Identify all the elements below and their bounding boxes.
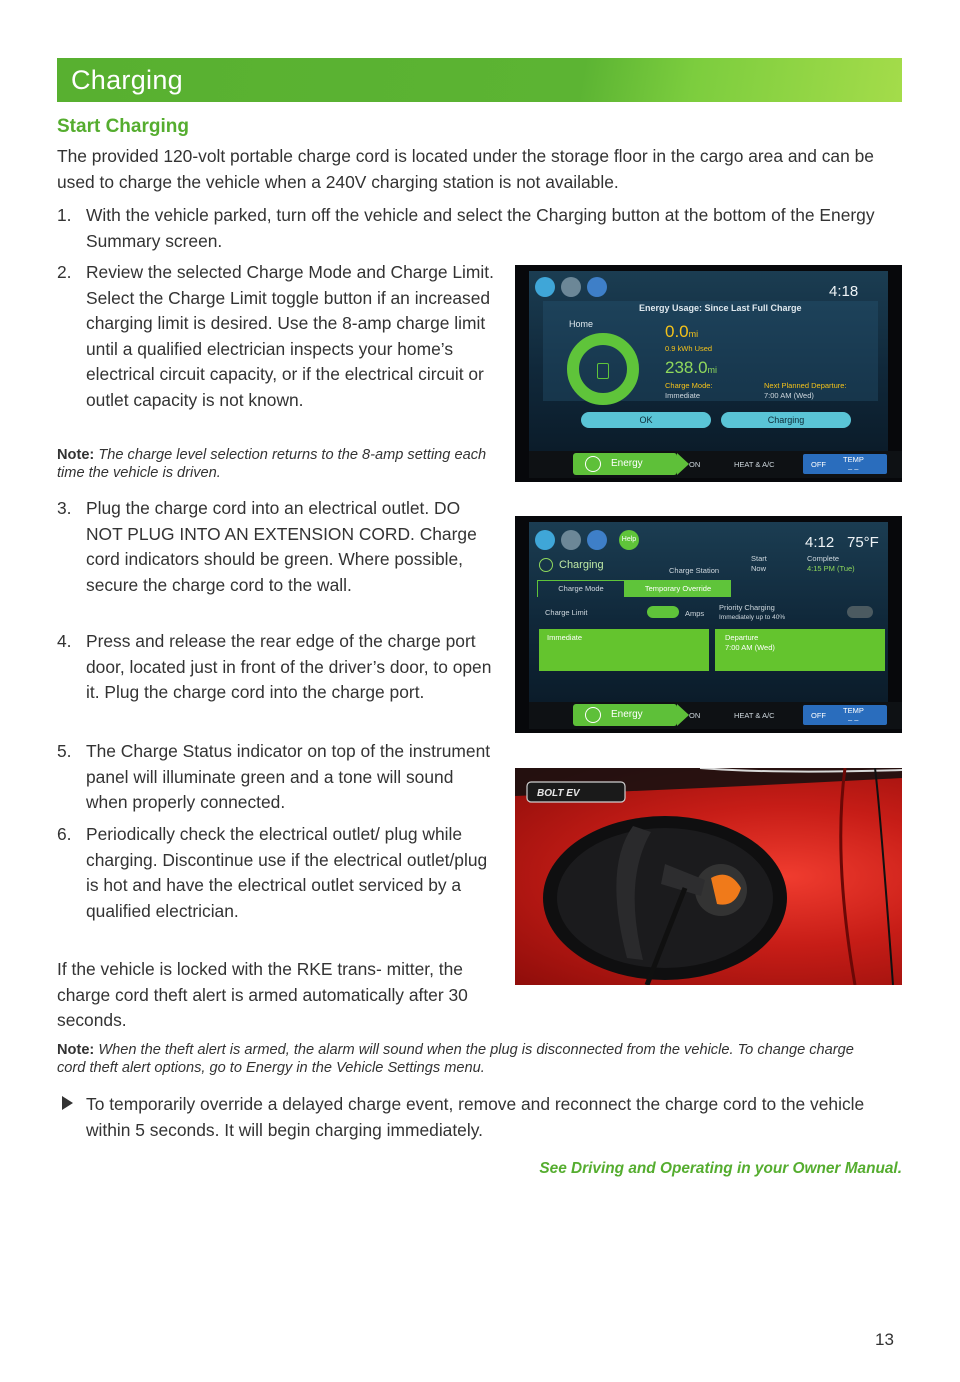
bolt-ev-badge: BOLT EV	[537, 788, 580, 799]
step-text: Plug the charge cord into an electrical outlet. DO NOT PLUG INTO AN EXTENSION CORD. Charge cord indicators should be green. Where possible, secure the charge cord to the wall.	[86, 498, 477, 595]
temp-label: TEMP	[843, 706, 864, 715]
apps-icon	[561, 277, 581, 297]
step-6	[57, 822, 497, 924]
note-label: Note:	[57, 447, 95, 463]
battery-icon	[597, 363, 609, 379]
temp-label: TEMP	[843, 455, 864, 464]
temp-value: – –	[848, 715, 859, 724]
tab-charge-mode[interactable]: Charge Mode	[537, 580, 625, 597]
energy-usage-screenshot	[515, 265, 902, 482]
charge-mode-value: Immediate	[665, 391, 701, 400]
off-label: OFF	[811, 460, 826, 469]
used-miles: 0.0mi	[665, 322, 699, 341]
charging-title: Charging	[559, 559, 604, 571]
section-title: Charging	[71, 65, 183, 95]
note-label: Note:	[57, 1042, 95, 1058]
phone-icon	[587, 530, 607, 550]
location-label: Home	[569, 319, 594, 329]
step-text: Periodically check the electrical outlet/ plug while charging. Discontinue use if the electrical outlet/plug is hot and have the electrical outlet serviced by a qualified electrician.	[86, 824, 488, 921]
step-5	[57, 739, 497, 816]
kwh-used: 0.9 kWh Used	[665, 344, 713, 353]
step-number: 1.	[57, 205, 72, 225]
off-label: OFF	[811, 711, 826, 720]
note-text: When the theft alert is armed, the alarm will sound when the plug is disconnected from the vehicle. To change charge cord theft alert options, go to Energy in the Vehicle Settings menu.	[57, 1042, 854, 1076]
temp-value: – –	[848, 464, 859, 473]
climate-bar	[529, 451, 902, 478]
step-4	[57, 629, 497, 706]
leaf-icon	[585, 707, 601, 723]
phone-icon	[587, 277, 607, 297]
apps-icon	[561, 530, 581, 550]
charging-button[interactable]: Charging	[721, 412, 851, 428]
departure-label: Departure	[725, 633, 759, 642]
energy-usage-display	[529, 271, 888, 451]
departure-card[interactable]	[715, 629, 885, 671]
complete-label: Complete	[807, 554, 840, 563]
energy-label: Energy	[611, 709, 643, 720]
leaf-icon	[585, 456, 601, 472]
step-number: 4.	[57, 631, 72, 651]
step-number: 6.	[57, 824, 72, 844]
amps-label: Amps	[685, 609, 705, 618]
departure-value: 7:00 AM (Wed)	[764, 391, 814, 400]
charge-port-illustration	[515, 768, 902, 985]
step-number: 5.	[57, 741, 72, 761]
charge-port-photo	[515, 768, 902, 985]
energy-button[interactable]	[573, 704, 677, 726]
complete-value: 4:15 PM (Tue)	[807, 564, 855, 573]
departure-value: 7:00 AM (Wed)	[725, 643, 775, 652]
on-label: ON	[689, 711, 701, 720]
note-charge-level	[57, 446, 497, 482]
range-miles: 238.0mi	[665, 358, 718, 377]
on-label: ON	[689, 460, 701, 469]
bullet-arrow-icon	[62, 1096, 73, 1110]
back-icon[interactable]	[539, 558, 553, 572]
intro-paragraph: The provided 120-volt portable charge cord is located under the storage floor in the cargo area and can be used to charge the vehicle when a 240V charging station is not available.	[57, 146, 874, 192]
temperature: 75°F	[847, 534, 879, 551]
page-number: 13	[875, 1330, 894, 1349]
home-icon	[535, 530, 555, 550]
step-text: With the vehicle parked, turn off the vehicle and select the Charging button at the bottom of the Energy Summary screen.	[86, 205, 875, 251]
step-text: Press and release the rear edge of the charge port door, located just in front of the driver’s door, to open it. Plug the charge cord into the charge port.	[86, 631, 492, 703]
immediate-label: Immediate	[547, 633, 583, 642]
start-value: Now	[751, 564, 767, 573]
temp-control[interactable]	[803, 454, 887, 474]
start-charging-heading: Start Charging	[57, 116, 189, 137]
bullet-text: To temporarily override a delayed charge event, remove and reconnect the charge cord to the vehicle within 5 seconds. It will begin charging immediately.	[86, 1094, 865, 1140]
step-1	[57, 203, 907, 254]
charge-limit-toggle[interactable]	[647, 606, 679, 618]
charging-display	[529, 522, 888, 702]
start-label: Start	[751, 554, 767, 563]
ok-button[interactable]: OK	[581, 412, 711, 428]
temp-control[interactable]	[803, 705, 887, 725]
priority-toggle[interactable]	[847, 606, 873, 618]
step-2	[57, 260, 497, 414]
step-text: Review the selected Charge Mode and Charge Limit. Select the Charge Limit toggle button if an increased charging limit is desired. Use the 8-amp charge limit until a qualified electrician inspects your home’s electrical circuit capacity, or if the electrical circuit or outlet capacity is not known.	[86, 262, 494, 410]
energy-button[interactable]	[573, 453, 677, 475]
lock-paragraph: If the vehicle is locked with the RKE trans- mitter, the charge cord theft alert is armed automatically after 30 seconds.	[57, 959, 468, 1031]
usage-title: Energy Usage: Since Last Full Charge	[639, 303, 802, 313]
see-owner-manual: See Driving and Operating in your Owner Manual.	[539, 1160, 902, 1177]
section-banner	[57, 58, 902, 102]
note-theft-alert	[57, 1041, 877, 1077]
immediate-card[interactable]	[539, 629, 709, 671]
station-label: Charge Station	[669, 566, 720, 575]
departure-label: Next Planned Departure:	[764, 381, 847, 390]
note-text: The charge level selection returns to the 8-amp setting each time the vehicle is driven.	[57, 447, 487, 481]
clock: 4:12	[805, 534, 835, 551]
step-text: The Charge Status indicator on top of the instrument panel will illuminate green and a tone will sound when properly connected.	[86, 741, 491, 813]
energy-label: Energy	[611, 458, 643, 469]
heat-ac-label: HEAT & A/C	[734, 711, 775, 720]
step-number: 3.	[57, 498, 72, 518]
charging-screenshot	[515, 516, 902, 733]
step-3	[57, 496, 497, 598]
home-icon	[535, 277, 555, 297]
heat-ac-label: HEAT & A/C	[734, 460, 775, 469]
climate-bar	[529, 702, 902, 729]
clock: 4:18	[829, 283, 859, 300]
priority-sub: Immediately up to 40%	[719, 614, 786, 621]
priority-label: Priority Charging	[719, 603, 775, 612]
override-bullet	[62, 1091, 907, 1143]
step-number: 2.	[57, 262, 72, 282]
help-button[interactable]: Help	[619, 530, 639, 550]
charge-mode-label: Charge Mode:	[665, 381, 713, 390]
charge-limit-label: Charge Limit	[545, 608, 588, 617]
tab-temporary-override[interactable]: Temporary Override	[625, 580, 731, 597]
